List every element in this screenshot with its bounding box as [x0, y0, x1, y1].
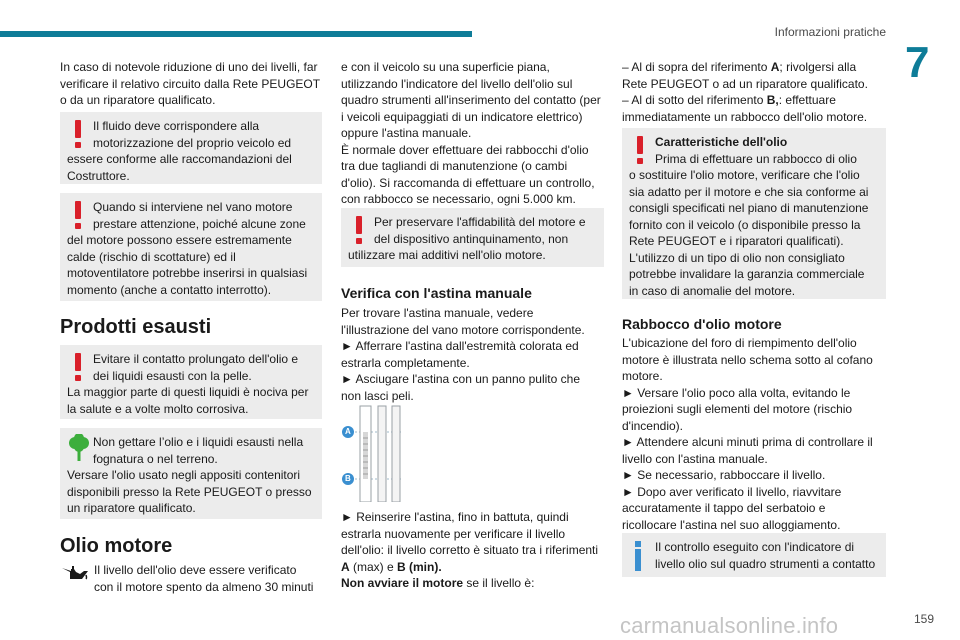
section-title: Informazioni pratiche: [774, 25, 886, 39]
heading-prodotti-esausti: Prodotti esausti: [60, 316, 212, 338]
warning-icon: [67, 351, 91, 383]
label-b: B: [345, 474, 351, 483]
warning-icon: [67, 199, 91, 231]
info-icon: [629, 539, 653, 571]
warning-box-engine-bay: Quando si interviene nel vano motore prestare attenzione, poiché alcune zone del motore possono essere estremamente calde (rischio di scottature) ed il motoventilatore potrebbe inserirsi in qualsiasi momento (anche a contatto interrotto).: [60, 193, 322, 301]
chapter-number: 7: [905, 38, 930, 87]
olio-intro: Il livello dell'olio deve essere verificato con il motore spento da almeno 30 minuti: [60, 562, 322, 595]
warning-icon: [348, 214, 372, 246]
dipstick-illustration: [341, 402, 604, 502]
heading-olio-motore: Olio motore: [60, 535, 173, 557]
watermark: carmanualsonline.info: [620, 613, 839, 638]
reinsert-paragraph: ► Reinserire l'astina, fino in battuta, quindi estrarla nuovamente per verificare il livello dell'olio: il livello corretto è situato tra i riferimenti A (max) e B (min). Non avviare il motore se il livello è:: [341, 510, 599, 590]
check-paragraph: e con il veicolo su una superficie piana, utilizzando l'indicatore del livello dell'olio sul quadro strumenti all'inserimento del contatto (per i veicoli equipaggiati di un indicatore elettrico) oppure l'astina manuale. È normale dover effettuare dei rabbocchi d'olio tra due tagliandi di manutenzione (o cambi d'olio). Si raccomanda di effettuare un controllo, con rabbocco se necessario, ogni 5.000 km.: [341, 60, 601, 206]
tree-icon: [67, 434, 91, 466]
environment-box: Non gettare l’olio e i liquidi esausti nella fognatura o nel terreno. Versare l'olio usato negli appositi contenitori disponibili presso la Rete PEUGEOT o presso un riparatore qualificato.: [60, 428, 322, 519]
info-box-dashboard-indicator: Il controllo eseguito con l'indicatore di livello olio sul quadro strumenti a contatto: [622, 533, 886, 577]
verifica-steps: Per trovare l'astina manuale, vedere l'illustrazione del vano motore corrispondente. ► Afferrare l'astina dall'estremità colorata ed estrarla completamente. ► Asciugare l'astina con un panno pulito che non lasci peli.: [341, 306, 585, 403]
page-number: 159: [914, 612, 935, 626]
label-a: A: [345, 427, 351, 436]
header-rule: [0, 31, 472, 37]
warning-box-used-products: Evitare il contatto prolungato dell'olio e dei liquidi esausti con la pelle. La maggior parte di questi liquidi è nociva per la salute e a volte molto corrosiva.: [60, 345, 322, 419]
warning-box-oil-specs: Caratteristiche dell'olio Prima di effettuare un rabbocco di olio o sostituire l'olio motore, verificare che l'olio sia adatto per il motore e che sia conforme ai consigli specificati nel piano di manutenzione fornito con il veicolo (o disponibile presso la Rete PEUGEOT e i riparatori qualificati). L'utilizzo di un tipo di olio non consigliato potrebbe invalidare la garanzia commerciale in caso di anomalie del motore.: [622, 128, 886, 299]
heading-verifica-astina: Verifica con l'astina manuale: [341, 285, 532, 301]
warning-box-additives: Per preservare l'affidabilità del motore e del dispositivo antinquinamento, non utilizzare mai additivi nell'olio motore.: [341, 208, 604, 267]
level-conditions: – Al di sopra del riferimento A; rivolgersi alla Rete PEUGEOT o ad un riparatore qualificato. – Al di sotto del riferimento B,: effettuare immediatamente un rabbocco dell'olio motore.: [622, 60, 868, 124]
warning-icon: [67, 118, 91, 150]
warning-icon: [629, 134, 653, 166]
intro-paragraph: In caso di notevole riduzione di uno dei livelli, far verificare il relativo circuito dalla Rete PEUGEOT o da un riparatore qualificato.: [60, 60, 321, 107]
rabbocco-steps: L'ubicazione del foro di riempimento dell'olio motore è illustrata nello schema sotto al cofano motore. ► Versare l'olio poco alla volta, evitando le proiezioni sugli elementi del motore (rischio d'incendio). ► Attendere alcuni minuti prima di controllare il livello con l'astina manuale. ► Se necessario, rabboccare il livello. ► Dopo aver verificato il livello, riavvitare accuratamente il tappo del serbatoio e ricollocare l'astina nel suo alloggiamento.: [622, 336, 873, 532]
warning-box-fluid: Il fluido deve corrispondere alla motorizzazione del proprio veicolo ed essere conforme alle raccomandazioni del Costruttore.: [60, 112, 322, 184]
heading-rabbocco: Rabbocco d'olio motore: [622, 316, 782, 332]
oil-can-icon: [60, 562, 94, 590]
